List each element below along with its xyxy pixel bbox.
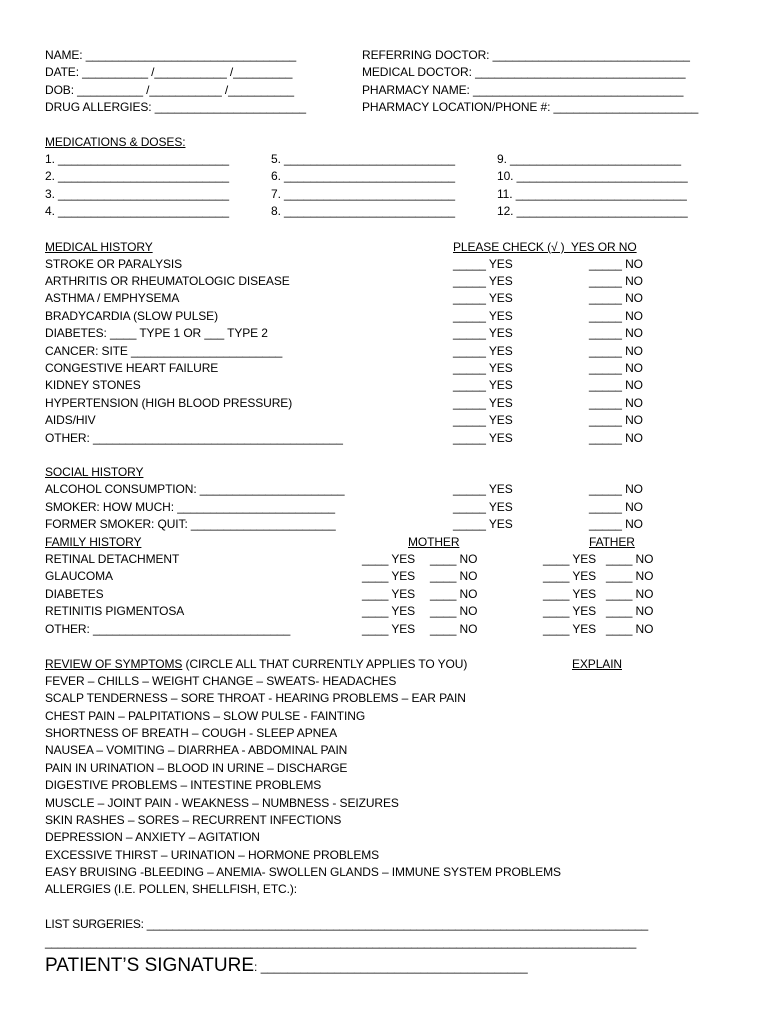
allergies-line[interactable]: ALLERGIES (I.E. POLLEN, SHELLFISH, ETC.):	[45, 882, 297, 896]
history-item-other[interactable]: OTHER: ______________________________________	[45, 431, 343, 445]
yes-checkbox[interactable]: _____ YES	[453, 413, 513, 427]
father-no-checkbox[interactable]: ____ NO	[606, 569, 654, 583]
medication-field-6[interactable]: 6. __________________________	[271, 169, 455, 183]
medical-doctor-field[interactable]: MEDICAL DOCTOR: ________________________________	[362, 65, 686, 79]
yes-checkbox[interactable]: _____ YES	[453, 378, 513, 392]
history-item-diabetes[interactable]: DIABETES: ____ TYPE 1 OR ___ TYPE 2	[45, 326, 268, 340]
medication-field-4[interactable]: 4. __________________________	[45, 204, 229, 218]
dob-field[interactable]: DOB: __________ /___________ /__________	[45, 83, 294, 97]
explain-heading: EXPLAIN	[572, 657, 622, 671]
symptom-line[interactable]: PAIN IN URINATION – BLOOD IN URINE – DISCHARGE	[45, 761, 348, 775]
yes-checkbox[interactable]: _____ YES	[453, 257, 513, 271]
mother-no-checkbox[interactable]: ____ NO	[430, 587, 478, 601]
patient-signature-field[interactable]	[45, 955, 528, 978]
father-yes-checkbox[interactable]: ____ YES	[543, 569, 597, 583]
symptom-line[interactable]: NAUSEA – VOMITING – DIARRHEA - ABDOMINAL PAIN	[45, 743, 348, 757]
no-checkbox[interactable]: _____ NO	[589, 500, 643, 514]
medication-field-12[interactable]: 12. __________________________	[497, 204, 688, 218]
symptom-line[interactable]: MUSCLE – JOINT PAIN - WEAKNESS – NUMBNESS - SEIZURES	[45, 796, 399, 810]
history-item-cancer[interactable]: CANCER: SITE _______________________	[45, 344, 283, 358]
no-checkbox[interactable]: _____ NO	[589, 396, 643, 410]
no-checkbox[interactable]: _____ NO	[589, 517, 643, 531]
date-field[interactable]: DATE: __________ /___________ /_________	[45, 65, 293, 79]
no-checkbox[interactable]: _____ NO	[589, 431, 643, 445]
yes-checkbox[interactable]: _____ YES	[453, 431, 513, 445]
medication-field-2[interactable]: 2. __________________________	[45, 169, 229, 183]
history-item-bradycardia: BRADYCARDIA (SLOW PULSE)	[45, 309, 218, 323]
review-heading-note: (CIRCLE ALL THAT CURRENTLY APPLIES TO YOU)	[182, 657, 468, 671]
no-checkbox[interactable]: _____ NO	[589, 413, 643, 427]
mother-no-checkbox[interactable]: ____ NO	[430, 622, 478, 636]
medication-field-10[interactable]: 10. __________________________	[497, 169, 688, 183]
yes-checkbox[interactable]: _____ YES	[453, 500, 513, 514]
no-checkbox[interactable]: _____ NO	[589, 326, 643, 340]
signature-label: PATIENT’S SIGNATURE	[45, 955, 255, 976]
father-yes-checkbox[interactable]: ____ YES	[543, 622, 597, 636]
mother-yes-checkbox[interactable]: ____ YES	[362, 622, 416, 636]
review-heading-label: REVIEW OF SYMPTOMS	[45, 657, 183, 671]
smoker-field[interactable]: SMOKER: HOW MUCH: ________________________	[45, 500, 335, 514]
name-field[interactable]: NAME: ________________________________	[45, 48, 297, 62]
father-yes-checkbox[interactable]: ____ YES	[543, 604, 597, 618]
symptom-line[interactable]: SKIN RASHES – SORES – RECURRENT INFECTIONS	[45, 813, 342, 827]
no-checkbox[interactable]: _____ NO	[589, 344, 643, 358]
check-yes-no-heading: PLEASE CHECK (√ ) YES OR NO	[453, 240, 637, 254]
history-item-stroke: STROKE OR PARALYSIS	[45, 257, 183, 271]
medication-field-3[interactable]: 3. __________________________	[45, 187, 229, 201]
mother-no-checkbox[interactable]: ____ NO	[430, 604, 478, 618]
no-checkbox[interactable]: _____ NO	[589, 361, 643, 375]
mother-no-checkbox[interactable]: ____ NO	[430, 569, 478, 583]
surgeries-continuation-line[interactable]: ____________________________________________________________________________________________	[45, 935, 636, 949]
mother-yes-checkbox[interactable]: ____ YES	[362, 569, 416, 583]
symptom-line[interactable]: EASY BRUISING -BLEEDING – ANEMIA- SWOLLEN GLANDS – IMMUNE SYSTEM PROBLEMS	[45, 865, 561, 879]
medication-field-1[interactable]: 1. __________________________	[45, 152, 229, 166]
mother-yes-checkbox[interactable]: ____ YES	[362, 552, 416, 566]
pharmacy-location-field[interactable]: PHARMACY LOCATION/PHONE #: ______________________	[362, 100, 699, 114]
family-item-other[interactable]: OTHER: ______________________________	[45, 622, 291, 636]
medical-history-heading: MEDICAL HISTORY	[45, 240, 153, 254]
father-no-checkbox[interactable]: ____ NO	[606, 622, 654, 636]
yes-checkbox[interactable]: _____ YES	[453, 344, 513, 358]
yes-checkbox[interactable]: _____ YES	[453, 291, 513, 305]
yes-checkbox[interactable]: _____ YES	[453, 396, 513, 410]
family-item-retinitis-pigmentosa: RETINITIS PIGMENTOSA	[45, 604, 185, 618]
drug-allergies-field[interactable]: DRUG ALLERGIES: _______________________	[45, 100, 306, 114]
alcohol-consumption-field[interactable]: ALCOHOL CONSUMPTION: ______________________	[45, 482, 345, 496]
history-item-chf: CONGESTIVE HEART FAILURE	[45, 361, 219, 375]
family-item-retinal-detachment: RETINAL DETACHMENT	[45, 552, 180, 566]
family-item-glaucoma: GLAUCOMA	[45, 569, 113, 583]
yes-checkbox[interactable]: _____ YES	[453, 517, 513, 531]
no-checkbox[interactable]: _____ NO	[589, 309, 643, 323]
symptom-line[interactable]: FEVER – CHILLS – WEIGHT CHANGE – SWEATS- HEADACHES	[45, 674, 397, 688]
no-checkbox[interactable]: _____ NO	[589, 257, 643, 271]
mother-column-heading: MOTHER	[408, 535, 460, 549]
father-no-checkbox[interactable]: ____ NO	[606, 552, 654, 566]
yes-checkbox[interactable]: _____ YES	[453, 274, 513, 288]
symptom-line[interactable]: CHEST PAIN – PALPITATIONS – SLOW PULSE - FAINTING	[45, 709, 366, 723]
medication-field-8[interactable]: 8. __________________________	[271, 204, 455, 218]
yes-checkbox[interactable]: _____ YES	[453, 326, 513, 340]
medications-heading: MEDICATIONS & DOSES:	[45, 135, 186, 149]
mother-yes-checkbox[interactable]: ____ YES	[362, 604, 416, 618]
father-no-checkbox[interactable]: ____ NO	[606, 587, 654, 601]
medication-field-5[interactable]: 5. __________________________	[271, 152, 455, 166]
signature-line[interactable]: : ________________________________________	[254, 960, 528, 974]
review-of-symptoms-heading	[45, 657, 467, 672]
pharmacy-name-field[interactable]: PHARMACY NAME: ________________________________	[362, 83, 684, 97]
no-checkbox[interactable]: _____ NO	[589, 378, 643, 392]
yes-checkbox[interactable]: _____ YES	[453, 309, 513, 323]
history-item-hypertension: HYPERTENSION (HIGH BLOOD PRESSURE)	[45, 396, 293, 410]
symptom-line[interactable]: SCALP TENDERNESS – SORE THROAT - HEARING PROBLEMS – EAR PAIN	[45, 691, 466, 705]
yes-checkbox[interactable]: _____ YES	[453, 361, 513, 375]
no-checkbox[interactable]: _____ NO	[589, 482, 643, 496]
yes-checkbox[interactable]: _____ YES	[453, 482, 513, 496]
history-item-asthma: ASTHMA / EMPHYSEMA	[45, 291, 180, 305]
history-item-arthritis: ARTHRITIS OR RHEUMATOLOGIC DISEASE	[45, 274, 290, 288]
social-history-heading: SOCIAL HISTORY	[45, 465, 144, 479]
history-item-kidney-stones: KIDNEY STONES	[45, 378, 141, 392]
family-item-diabetes: DIABETES	[45, 587, 104, 601]
no-checkbox[interactable]: _____ NO	[589, 291, 643, 305]
father-yes-checkbox[interactable]: ____ YES	[543, 552, 597, 566]
symptom-line[interactable]: DIGESTIVE PROBLEMS – INTESTINE PROBLEMS	[45, 778, 322, 792]
family-history-heading: FAMILY HISTORY	[45, 535, 142, 549]
medication-field-9[interactable]: 9. __________________________	[497, 152, 681, 166]
father-no-checkbox[interactable]: ____ NO	[606, 604, 654, 618]
symptom-line[interactable]: EXCESSIVE THIRST – URINATION – HORMONE PROBLEMS	[45, 848, 380, 862]
mother-yes-checkbox[interactable]: ____ YES	[362, 587, 416, 601]
mother-no-checkbox[interactable]: ____ NO	[430, 552, 478, 566]
father-yes-checkbox[interactable]: ____ YES	[543, 587, 597, 601]
symptom-line[interactable]: DEPRESSION – ANXIETY – AGITATION	[45, 830, 260, 844]
symptom-line[interactable]: SHORTNESS OF BREATH – COUGH - SLEEP APNEA	[45, 726, 337, 740]
referring-doctor-field[interactable]: REFERRING DOCTOR: ______________________________	[362, 48, 690, 62]
medication-field-11[interactable]: 11. __________________________	[497, 187, 687, 201]
no-checkbox[interactable]: _____ NO	[589, 274, 643, 288]
father-column-heading: FATHER	[589, 535, 635, 549]
former-smoker-field[interactable]: FORMER SMOKER: QUIT: ______________________	[45, 517, 336, 531]
list-surgeries-field[interactable]: LIST SURGERIES: ______________________________________________________________________________	[45, 917, 648, 931]
medication-field-7[interactable]: 7. __________________________	[271, 187, 455, 201]
history-item-aids-hiv: AIDS/HIV	[45, 413, 96, 427]
